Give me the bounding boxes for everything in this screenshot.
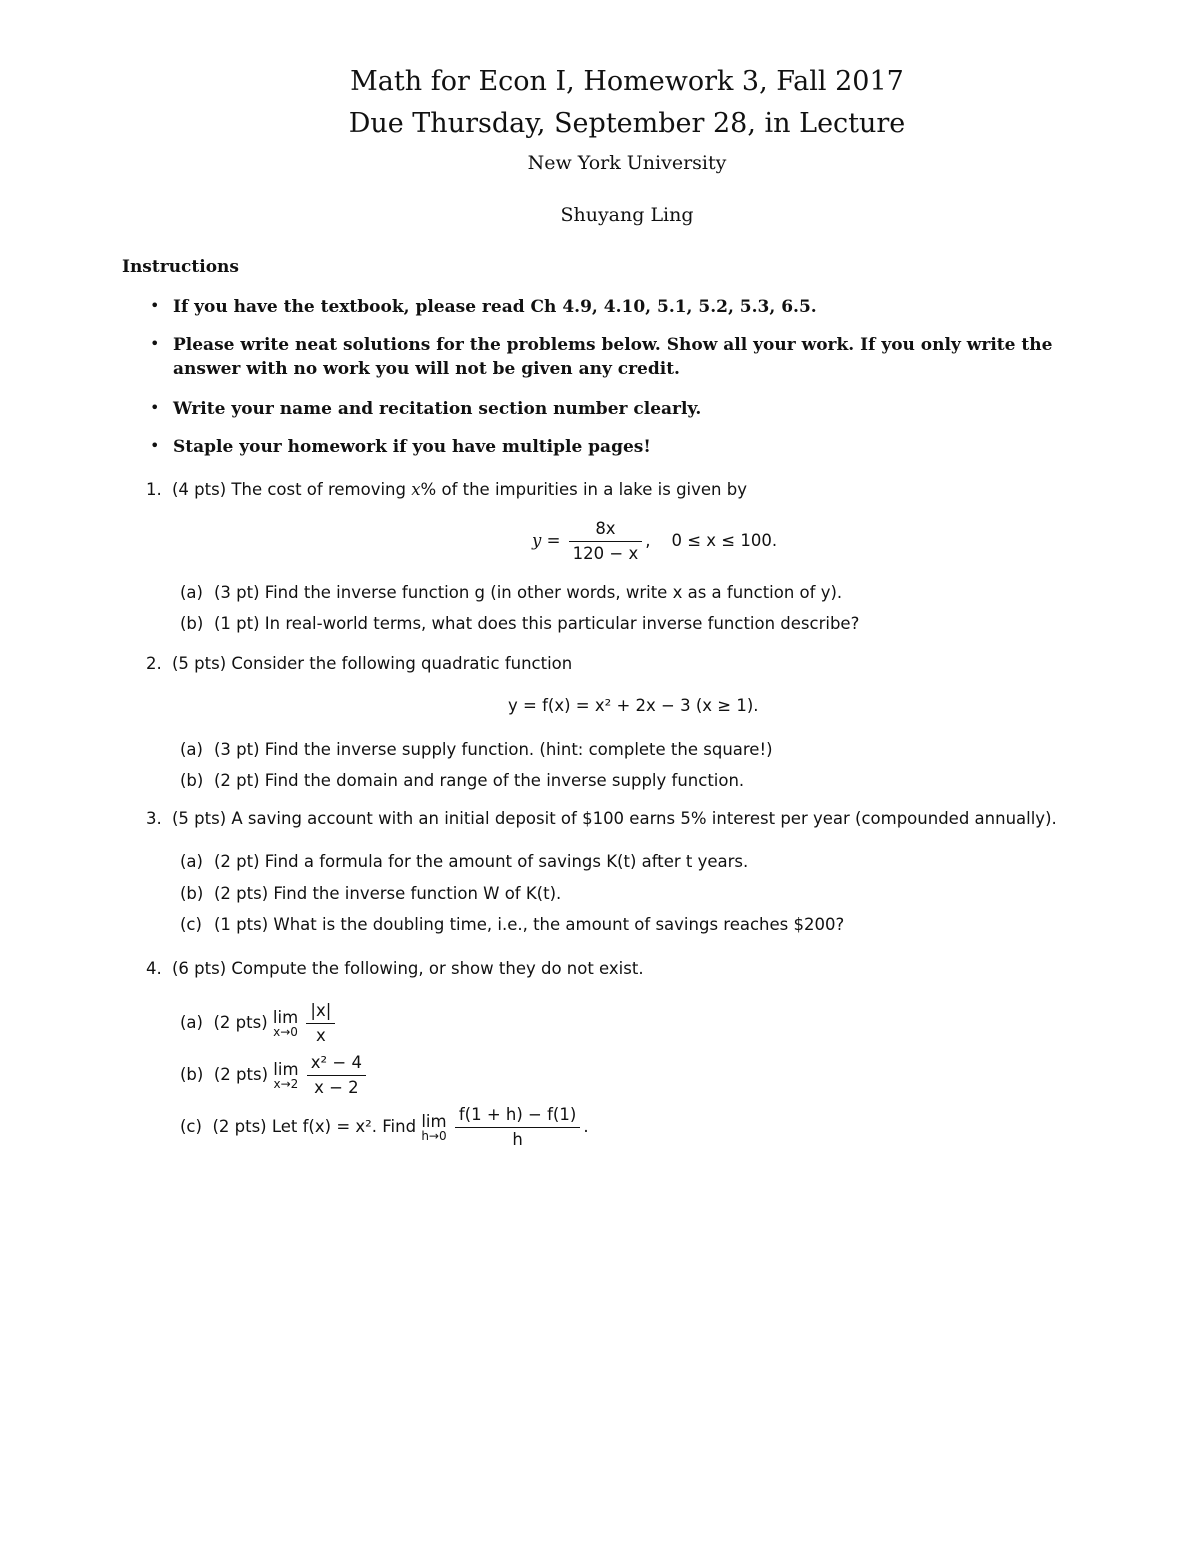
problem-number: 4.: [146, 959, 162, 978]
bullet-icon: •: [150, 296, 160, 315]
limit-operator: lim x→0: [272, 1007, 299, 1039]
fraction: $\frac{|x|}{x}$: [306, 1000, 335, 1047]
problem-1-statement: (4 pts) The cost of removing x% of the impurities in a lake is given by: [172, 480, 747, 499]
problem-3a: (2 pt) Find a formula for the amount of savings K(t) after t years.: [214, 852, 749, 871]
problem-number: 2.: [146, 654, 162, 673]
bullet-icon: •: [150, 436, 160, 455]
problem-2a: (3 pt) Find the inverse supply function. (hint: complete the square!): [214, 740, 773, 759]
instruction-item: Please write neat solutions for the problems below. Show all your work. If you only write the: [173, 335, 1053, 355]
problem-4b: (b) (2 pts) lim x→2 $\frac{\text{x² − 4}}{x - 2}$: [180, 1052, 369, 1099]
instruction-item: Write your name and recitation section number clearly.: [173, 399, 702, 419]
problem-4c: (c) (2 pts) Let f(x) = x². Find lim h→0 $\frac{f(1 + h) - f(1)}{h}$ .: [180, 1105, 589, 1149]
problem-number: 1.: [146, 480, 162, 499]
subpart-label: (b): [180, 771, 204, 790]
instruction-item: If you have the textbook, please read Ch 4.9, 4.10, 5.1, 5.2, 5.3, 6.5.: [173, 297, 817, 317]
fraction: $\frac{8x}{120 - x}$: [569, 518, 643, 565]
problem-1-equation: y = $\frac{8x}{120 - x}$ , 0 ≤ x ≤ 100.: [532, 519, 778, 563]
subpart-label: (c): [180, 915, 202, 934]
fraction: $\frac{\text{x² − 4}}{x - 2}$: [307, 1052, 366, 1099]
problem-3c: (1 pts) What is the doubling time, i.e., the amount of savings reaches $200?: [214, 915, 845, 934]
problem-4a: (a) (2 pts) lim x→0 $\frac{|x|}{x}$: [180, 1000, 338, 1047]
author: Shuyang Ling: [560, 204, 694, 226]
problem-3-statement: (5 pts) A saving account with an initial deposit of $100 earns 5% interest per year (compounded annually).: [172, 809, 1057, 828]
title-line-2: Due Thursday, September 28, in Lecture: [348, 108, 906, 139]
subpart-label: (a): [180, 740, 203, 759]
subpart-label: (b): [180, 884, 204, 903]
problem-3b: (2 pts) Find the inverse function W of K(t).: [214, 884, 562, 903]
limit-operator: lim h→0: [421, 1111, 447, 1143]
limit-operator: lim x→2: [273, 1059, 299, 1091]
instruction-item-continued: answer with no work you will not be given any credit.: [173, 359, 680, 379]
subpart-label: (b): [180, 614, 204, 633]
subpart-label: (a): [180, 583, 203, 602]
instruction-item: Staple your homework if you have multiple pages!: [173, 437, 651, 457]
problem-2b: (2 pt) Find the domain and range of the inverse supply function.: [214, 771, 745, 790]
problem-1b: (1 pt) In real-world terms, what does this particular inverse function describe?: [214, 614, 860, 633]
fraction: $\frac{f(1 + h) - f(1)}{h}$: [455, 1104, 580, 1151]
problem-2-equation: y = f(x) = x² + 2x − 3 (x ≥ 1).: [508, 696, 759, 715]
problem-number: 3.: [146, 809, 162, 828]
title-line-1: Math for Econ I, Homework 3, Fall 2017: [350, 66, 904, 97]
instructions-heading: Instructions: [122, 257, 239, 277]
problem-1a: (3 pt) Find the inverse function g (in other words, write x as a function of y).: [214, 583, 843, 602]
subpart-label: (a): [180, 852, 203, 871]
bullet-icon: •: [150, 398, 160, 417]
problem-4-statement: (6 pts) Compute the following, or show they do not exist.: [172, 959, 644, 978]
institution: New York University: [527, 152, 727, 174]
bullet-icon: •: [150, 334, 160, 353]
problem-2-statement: (5 pts) Consider the following quadratic function: [172, 654, 573, 673]
